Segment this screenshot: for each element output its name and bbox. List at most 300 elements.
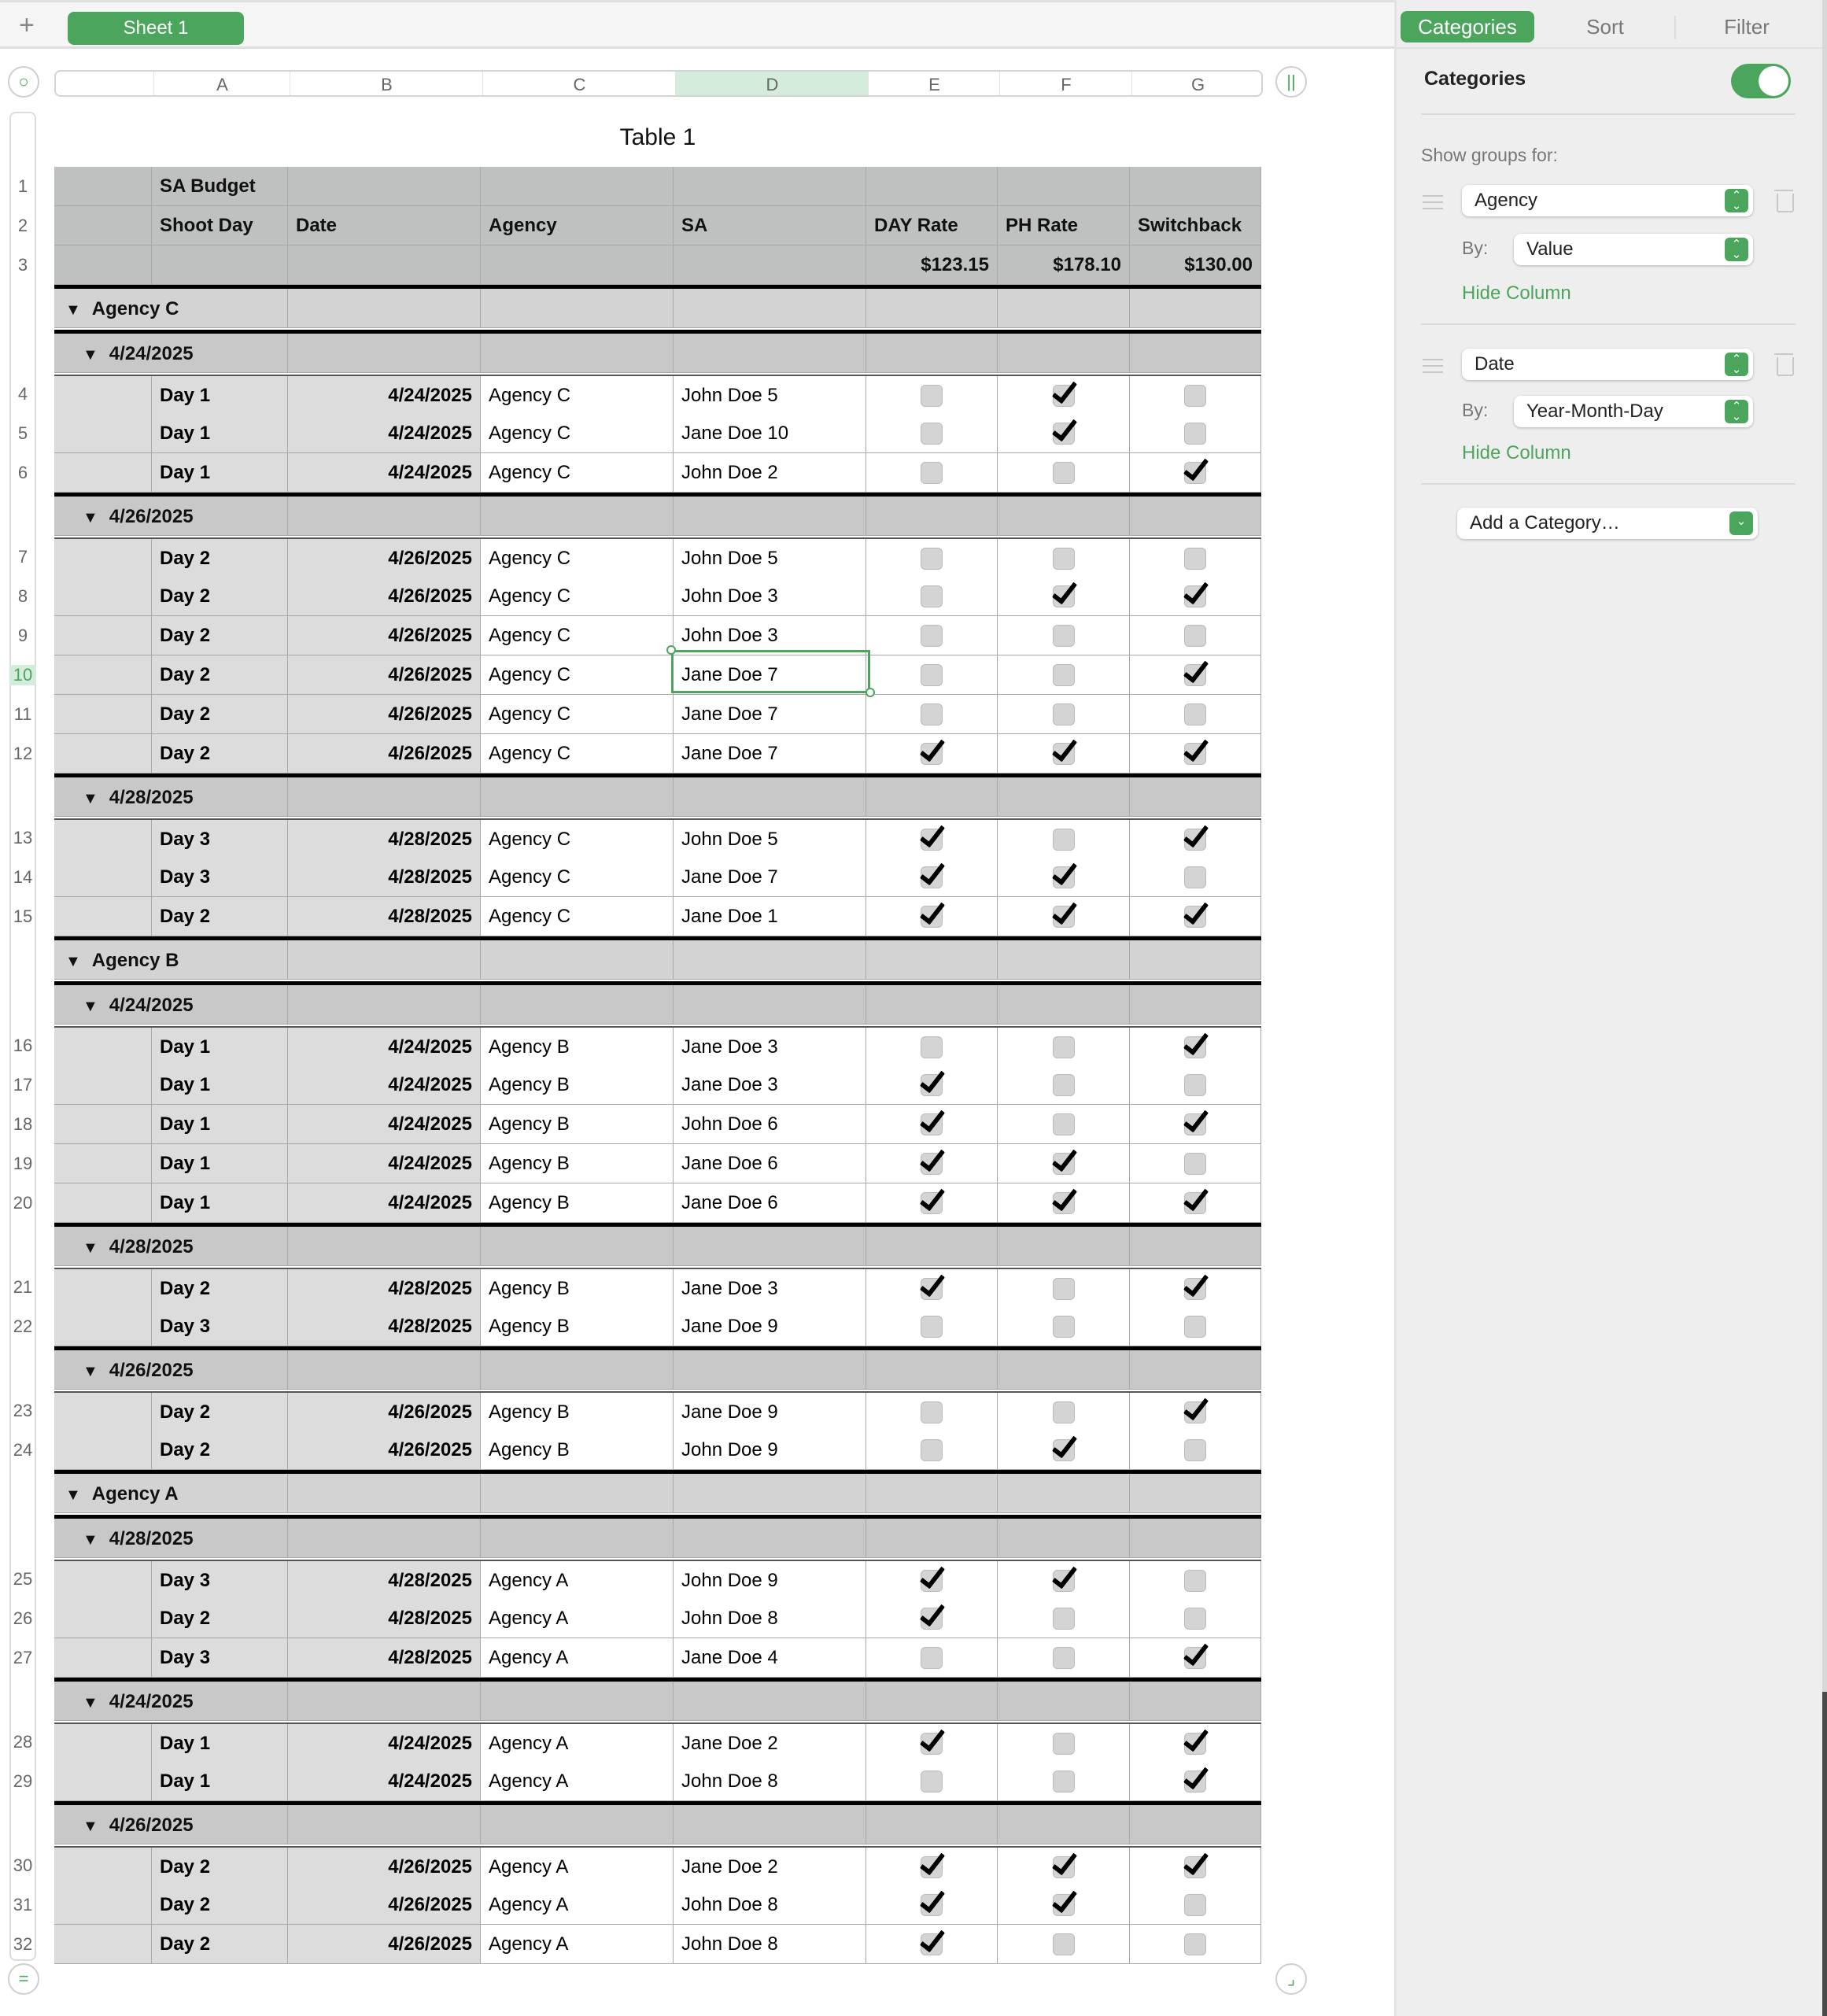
drag-handle-icon[interactable]	[1423, 359, 1443, 373]
row-number[interactable]: 6	[17, 463, 28, 482]
select-table-button[interactable]: ○	[8, 66, 39, 98]
checkbox[interactable]	[1184, 1316, 1206, 1338]
row-number[interactable]: 8	[17, 586, 28, 606]
checkbox[interactable]	[1053, 462, 1075, 484]
row-number[interactable]: 20	[13, 1193, 33, 1213]
checkbox[interactable]	[921, 664, 943, 686]
checkbox[interactable]	[1053, 1933, 1075, 1955]
sa-cell[interactable]: John Doe 9	[674, 1561, 866, 1601]
disclosure-triangle-icon[interactable]: ▼	[83, 790, 98, 807]
row-number[interactable]: 1	[17, 176, 28, 196]
date-cell[interactable]: 4/26/2025	[288, 539, 481, 578]
cell[interactable]	[54, 414, 152, 453]
header-cell[interactable]: Date	[288, 206, 481, 246]
header-cell[interactable]	[481, 246, 674, 285]
sa-cell[interactable]: Jane Doe 7	[674, 858, 866, 897]
sa-cell[interactable]: Jane Doe 9	[674, 1307, 866, 1346]
agency-cell[interactable]: Agency C	[481, 616, 674, 655]
cell[interactable]	[54, 1065, 152, 1105]
header-cell[interactable]	[998, 167, 1130, 206]
cell[interactable]	[54, 539, 152, 578]
cell[interactable]	[54, 1105, 152, 1144]
date-cell[interactable]: 4/26/2025	[288, 577, 481, 616]
agency-cell[interactable]: Agency C	[481, 820, 674, 859]
add-category-popup[interactable]	[1457, 508, 1758, 539]
agency-cell[interactable]: Agency B	[481, 1307, 674, 1346]
checkbox[interactable]	[921, 1036, 943, 1058]
row-number[interactable]: 19	[13, 1154, 33, 1173]
category-label[interactable]	[83, 334, 194, 375]
header-cell[interactable]	[481, 167, 674, 206]
column-header-b[interactable]: B	[290, 72, 483, 95]
shoot-day-cell[interactable]: Day 2	[152, 695, 288, 734]
sa-cell[interactable]: Jane Doe 9	[674, 1393, 866, 1432]
date-cell[interactable]: 4/26/2025	[288, 1848, 481, 1887]
checkbox[interactable]	[921, 585, 943, 607]
checkbox[interactable]	[1053, 906, 1075, 928]
cell[interactable]	[54, 1848, 152, 1887]
date-cell[interactable]: 4/26/2025	[288, 695, 481, 734]
categories-toggle[interactable]	[1731, 64, 1791, 98]
checkbox[interactable]	[1053, 1770, 1075, 1793]
cell[interactable]	[54, 1925, 152, 1964]
header-cell[interactable]	[674, 246, 866, 285]
cell[interactable]	[54, 1885, 152, 1925]
header-cell[interactable]	[288, 167, 481, 206]
shoot-day-cell[interactable]: Day 1	[152, 1065, 288, 1105]
checkbox[interactable]	[1184, 1113, 1206, 1135]
checkbox[interactable]	[1053, 1856, 1075, 1878]
cell[interactable]	[54, 1393, 152, 1432]
checkbox[interactable]	[1053, 1733, 1075, 1755]
category-label[interactable]	[83, 1227, 194, 1268]
row-number[interactable]: 2	[17, 216, 28, 235]
shoot-day-cell[interactable]: Day 1	[152, 453, 288, 493]
row-number[interactable]: 31	[13, 1895, 33, 1914]
checkbox[interactable]	[1184, 585, 1206, 607]
date-cell[interactable]: 4/28/2025	[288, 1561, 481, 1601]
header-cell[interactable]: $178.10	[998, 246, 1130, 285]
checkbox[interactable]	[1184, 1570, 1206, 1592]
sa-cell[interactable]: Jane Doe 6	[674, 1144, 866, 1183]
checkbox[interactable]	[921, 1647, 943, 1669]
checkbox[interactable]	[1184, 1192, 1206, 1214]
date-cell[interactable]: 4/28/2025	[288, 1269, 481, 1309]
row-number[interactable]: 24	[13, 1440, 33, 1460]
checkbox[interactable]	[1184, 1733, 1206, 1755]
cell[interactable]	[54, 820, 152, 859]
shoot-day-cell[interactable]: Day 2	[152, 734, 288, 774]
checkbox[interactable]	[921, 462, 943, 484]
checkbox[interactable]	[921, 1856, 943, 1878]
add-row-handle[interactable]: =	[8, 1963, 39, 1995]
date-cell[interactable]: 4/24/2025	[288, 1183, 481, 1223]
checkbox[interactable]	[1053, 585, 1075, 607]
date-cell[interactable]: 4/26/2025	[288, 1885, 481, 1925]
disclosure-triangle-icon[interactable]: ▼	[65, 953, 81, 970]
header-cell[interactable]: Agency	[481, 206, 674, 246]
checkbox[interactable]	[1053, 423, 1075, 445]
sa-cell[interactable]: Jane Doe 7	[674, 695, 866, 734]
category-label[interactable]	[83, 1519, 194, 1560]
agency-cell[interactable]: Agency B	[481, 1105, 674, 1144]
checkbox[interactable]	[1184, 1074, 1206, 1096]
disclosure-triangle-icon[interactable]: ▼	[83, 346, 98, 364]
row-number[interactable]: 25	[13, 1569, 33, 1589]
resize-table-handle[interactable]: ⌟	[1275, 1963, 1307, 1995]
tab-filter[interactable]: Filter	[1724, 15, 1770, 39]
date-cell[interactable]: 4/24/2025	[288, 453, 481, 493]
checkbox[interactable]	[1184, 1153, 1206, 1175]
row-number[interactable]: 22	[13, 1316, 33, 1336]
date-cell[interactable]: 4/28/2025	[288, 897, 481, 936]
checkbox[interactable]	[1053, 664, 1075, 686]
checkbox[interactable]	[921, 829, 943, 851]
shoot-day-cell[interactable]: Day 1	[152, 414, 288, 453]
header-cell[interactable]: PH Rate	[998, 206, 1130, 246]
checkbox[interactable]	[1184, 743, 1206, 765]
cell[interactable]	[54, 1144, 152, 1183]
agency-cell[interactable]: Agency A	[481, 1848, 674, 1887]
column-header-d[interactable]: D	[675, 72, 869, 95]
shoot-day-cell[interactable]: Day 1	[152, 1028, 288, 1067]
date-cell[interactable]: 4/24/2025	[288, 1144, 481, 1183]
row-number[interactable]: 16	[13, 1036, 33, 1055]
checkbox[interactable]	[921, 548, 943, 570]
checkbox[interactable]	[1053, 1647, 1075, 1669]
column-header-c[interactable]: C	[482, 72, 676, 95]
column-header-f[interactable]: F	[999, 72, 1132, 95]
agency-cell[interactable]: Agency C	[481, 453, 674, 493]
hide-column-link[interactable]: Hide Column	[1462, 282, 1571, 304]
shoot-day-cell[interactable]: Day 3	[152, 858, 288, 897]
agency-cell[interactable]: Agency C	[481, 376, 674, 415]
shoot-day-cell[interactable]: Day 3	[152, 1561, 288, 1601]
disclosure-triangle-icon[interactable]: ▼	[83, 509, 98, 526]
checkbox[interactable]	[1053, 1074, 1075, 1096]
checkbox[interactable]	[921, 1733, 943, 1755]
checkbox[interactable]	[921, 423, 943, 445]
date-cell[interactable]: 4/24/2025	[288, 1065, 481, 1105]
checkbox[interactable]	[921, 1401, 943, 1423]
shoot-day-cell[interactable]: Day 2	[152, 539, 288, 578]
shoot-day-cell[interactable]: Day 2	[152, 577, 288, 616]
checkbox[interactable]	[1053, 1316, 1075, 1338]
row-number[interactable]: 9	[17, 626, 28, 645]
checkbox[interactable]	[1184, 423, 1206, 445]
checkbox[interactable]	[921, 1074, 943, 1096]
agency-cell[interactable]: Agency C	[481, 655, 674, 695]
header-cell[interactable]: DAY Rate	[866, 206, 998, 246]
shoot-day-cell[interactable]: Day 1	[152, 1724, 288, 1763]
checkbox[interactable]	[1053, 743, 1075, 765]
row-number[interactable]: 14	[13, 867, 33, 887]
row-number[interactable]: 29	[13, 1771, 33, 1791]
tab-categories[interactable]: Categories	[1401, 11, 1534, 42]
header-cell[interactable]	[54, 246, 152, 285]
agency-cell[interactable]: Agency C	[481, 734, 674, 774]
sa-cell[interactable]: John Doe 5	[674, 376, 866, 415]
add-sheet-button[interactable]: +	[19, 10, 35, 40]
checkbox[interactable]	[1053, 385, 1075, 407]
row-number[interactable]: 23	[13, 1401, 33, 1420]
shoot-day-cell[interactable]: Day 2	[152, 897, 288, 936]
row-number[interactable]: 4	[17, 384, 28, 404]
date-cell[interactable]: 4/28/2025	[288, 858, 481, 897]
agency-cell[interactable]: Agency B	[481, 1431, 674, 1470]
sa-cell[interactable]: Jane Doe 2	[674, 1724, 866, 1763]
sa-cell[interactable]: Jane Doe 4	[674, 1638, 866, 1678]
sa-cell[interactable]: John Doe 5	[674, 820, 866, 859]
shoot-day-cell[interactable]: Day 1	[152, 1762, 288, 1801]
date-cell[interactable]: 4/24/2025	[288, 1724, 481, 1763]
checkbox[interactable]	[921, 1608, 943, 1630]
row-number[interactable]: 17	[13, 1075, 33, 1095]
checkbox[interactable]	[1184, 1401, 1206, 1423]
shoot-day-cell[interactable]: Day 1	[152, 1183, 288, 1223]
checkbox[interactable]	[1053, 866, 1075, 888]
sa-cell[interactable]: Jane Doe 7	[674, 655, 866, 695]
cell[interactable]	[54, 1599, 152, 1638]
header-cell[interactable]	[1130, 167, 1261, 206]
header-cell[interactable]: Shoot Day	[152, 206, 288, 246]
date-cell[interactable]: 4/26/2025	[288, 1925, 481, 1964]
agency-cell[interactable]: Agency B	[481, 1269, 674, 1309]
row-number[interactable]: 3	[17, 255, 28, 275]
date-cell[interactable]: 4/24/2025	[288, 1762, 481, 1801]
shoot-day-cell[interactable]: Day 2	[152, 1393, 288, 1432]
disclosure-triangle-icon[interactable]: ▼	[83, 1239, 98, 1257]
checkbox[interactable]	[921, 1113, 943, 1135]
checkbox[interactable]	[1184, 906, 1206, 928]
shoot-day-cell[interactable]: Day 3	[152, 1638, 288, 1678]
agency-cell[interactable]: Agency C	[481, 414, 674, 453]
cell[interactable]	[54, 1561, 152, 1601]
cell[interactable]	[54, 1762, 152, 1801]
sa-cell[interactable]: Jane Doe 6	[674, 1183, 866, 1223]
sa-cell[interactable]: Jane Doe 2	[674, 1848, 866, 1887]
cell[interactable]	[54, 1431, 152, 1470]
shoot-day-cell[interactable]: Day 1	[152, 1105, 288, 1144]
agency-cell[interactable]: Agency A	[481, 1762, 674, 1801]
sa-cell[interactable]: John Doe 6	[674, 1105, 866, 1144]
cell[interactable]	[54, 616, 152, 655]
date-cell[interactable]: 4/24/2025	[288, 1028, 481, 1067]
row-number[interactable]: 27	[13, 1648, 33, 1667]
header-cell[interactable]: SA	[674, 206, 866, 246]
disclosure-triangle-icon[interactable]: ▼	[83, 1363, 98, 1380]
shoot-day-cell[interactable]: Day 2	[152, 655, 288, 695]
agency-cell[interactable]: Agency B	[481, 1144, 674, 1183]
checkbox[interactable]	[1053, 1401, 1075, 1423]
date-cell[interactable]: 4/26/2025	[288, 655, 481, 695]
table-title[interactable]: Table 1	[619, 124, 696, 150]
agency-cell[interactable]: Agency B	[481, 1393, 674, 1432]
agency-cell[interactable]: Agency A	[481, 1599, 674, 1638]
sa-cell[interactable]: John Doe 8	[674, 1762, 866, 1801]
checkbox[interactable]	[1053, 1278, 1075, 1300]
shoot-day-cell[interactable]: Day 2	[152, 1925, 288, 1964]
checkbox[interactable]	[921, 906, 943, 928]
sa-cell[interactable]: Jane Doe 3	[674, 1269, 866, 1309]
agency-cell[interactable]: Agency C	[481, 858, 674, 897]
checkbox[interactable]	[1053, 1608, 1075, 1630]
row-number[interactable]: 28	[13, 1732, 33, 1752]
cell[interactable]	[54, 695, 152, 734]
header-cell[interactable]	[674, 167, 866, 206]
disclosure-triangle-icon[interactable]: ▼	[65, 1486, 81, 1504]
disclosure-triangle-icon[interactable]: ▼	[83, 1694, 98, 1711]
agency-cell[interactable]: Agency A	[481, 1925, 674, 1964]
column-header-a[interactable]: A	[153, 72, 290, 95]
header-cell[interactable]	[288, 246, 481, 285]
cell[interactable]	[54, 376, 152, 415]
header-cell[interactable]	[54, 167, 152, 206]
checkbox[interactable]	[921, 743, 943, 765]
agency-cell[interactable]: Agency B	[481, 1183, 674, 1223]
category-column-popup[interactable]	[1462, 185, 1753, 216]
cell[interactable]	[54, 1307, 152, 1346]
row-number[interactable]: 15	[13, 906, 33, 926]
checkbox[interactable]	[1053, 1894, 1075, 1916]
category-label[interactable]	[83, 1350, 194, 1392]
checkbox[interactable]	[1184, 385, 1206, 407]
date-cell[interactable]: 4/26/2025	[288, 1393, 481, 1432]
date-cell[interactable]: 4/26/2025	[288, 616, 481, 655]
header-cell[interactable]: SA Budget	[152, 167, 288, 206]
cell[interactable]	[54, 655, 152, 695]
checkbox[interactable]	[1184, 829, 1206, 851]
sa-cell[interactable]: Jane Doe 7	[674, 734, 866, 774]
disclosure-triangle-icon[interactable]: ▼	[83, 1531, 98, 1549]
sa-cell[interactable]: Jane Doe 10	[674, 414, 866, 453]
shoot-day-cell[interactable]: Day 2	[152, 1269, 288, 1309]
date-cell[interactable]: 4/28/2025	[288, 1307, 481, 1346]
agency-cell[interactable]: Agency C	[481, 539, 674, 578]
row-number[interactable]: 26	[13, 1608, 33, 1628]
checkbox[interactable]	[1053, 703, 1075, 726]
shoot-day-cell[interactable]: Day 2	[152, 1431, 288, 1470]
checkbox[interactable]	[1053, 1113, 1075, 1135]
checkbox[interactable]	[921, 1192, 943, 1214]
checkbox[interactable]	[1184, 703, 1206, 726]
agency-cell[interactable]: Agency A	[481, 1561, 674, 1601]
sa-cell[interactable]: Jane Doe 3	[674, 1065, 866, 1105]
checkbox[interactable]	[1184, 462, 1206, 484]
cell[interactable]	[54, 1269, 152, 1309]
shoot-day-cell[interactable]: Day 2	[152, 616, 288, 655]
category-label[interactable]	[83, 777, 194, 819]
row-number[interactable]: 10	[9, 665, 36, 685]
agency-cell[interactable]: Agency B	[481, 1065, 674, 1105]
agency-cell[interactable]: Agency C	[481, 897, 674, 936]
sa-cell[interactable]: John Doe 8	[674, 1599, 866, 1638]
checkbox[interactable]	[1184, 866, 1206, 888]
cell[interactable]	[54, 897, 152, 936]
row-number[interactable]: 21	[13, 1277, 33, 1297]
sa-cell[interactable]: Jane Doe 1	[674, 897, 866, 936]
date-cell[interactable]: 4/24/2025	[288, 414, 481, 453]
checkbox[interactable]	[1184, 1439, 1206, 1461]
category-label[interactable]	[65, 289, 179, 330]
checkbox[interactable]	[1053, 625, 1075, 647]
shoot-day-cell[interactable]: Day 1	[152, 376, 288, 415]
cell[interactable]	[54, 1638, 152, 1678]
sa-cell[interactable]: John Doe 5	[674, 539, 866, 578]
group-by-popup[interactable]	[1514, 396, 1753, 427]
row-number[interactable]: 32	[13, 1934, 33, 1954]
category-label[interactable]	[83, 985, 194, 1027]
trash-icon[interactable]	[1777, 357, 1794, 376]
agency-cell[interactable]: Agency B	[481, 1028, 674, 1067]
date-cell[interactable]: 4/24/2025	[288, 376, 481, 415]
checkbox[interactable]	[921, 1439, 943, 1461]
selection-handle[interactable]	[866, 688, 875, 697]
group-by-popup[interactable]	[1514, 234, 1753, 265]
cell[interactable]	[54, 1028, 152, 1067]
row-number[interactable]: 30	[13, 1855, 33, 1875]
checkbox[interactable]	[921, 1894, 943, 1916]
cell[interactable]	[54, 453, 152, 493]
cell[interactable]	[54, 577, 152, 616]
header-cell[interactable]: $130.00	[1130, 246, 1261, 285]
checkbox[interactable]	[1184, 1933, 1206, 1955]
checkbox[interactable]	[1184, 1036, 1206, 1058]
checkbox[interactable]	[921, 1316, 943, 1338]
checkbox[interactable]	[1184, 1894, 1206, 1916]
selection-handle[interactable]	[666, 645, 676, 655]
add-column-handle[interactable]: ||	[1275, 66, 1307, 98]
column-header-g[interactable]: G	[1131, 72, 1263, 95]
shoot-day-cell[interactable]: Day 3	[152, 820, 288, 859]
header-cell[interactable]	[152, 246, 288, 285]
checkbox[interactable]	[921, 1278, 943, 1300]
date-cell[interactable]: 4/28/2025	[288, 1638, 481, 1678]
checkbox[interactable]	[921, 1153, 943, 1175]
checkbox[interactable]	[1053, 1036, 1075, 1058]
category-label[interactable]	[83, 1682, 194, 1723]
cell[interactable]	[54, 1183, 152, 1223]
header-cell[interactable]	[54, 206, 152, 246]
category-label[interactable]	[65, 940, 179, 982]
cell[interactable]	[54, 734, 152, 774]
column-header-e[interactable]: E	[868, 72, 1000, 95]
sa-cell[interactable]: John Doe 2	[674, 453, 866, 493]
sa-cell[interactable]: John Doe 8	[674, 1925, 866, 1964]
shoot-day-cell[interactable]: Day 2	[152, 1599, 288, 1638]
checkbox[interactable]	[1184, 548, 1206, 570]
agency-cell[interactable]: Agency A	[481, 1885, 674, 1925]
agency-cell[interactable]: Agency A	[481, 1638, 674, 1678]
header-cell[interactable]: Switchback	[1130, 206, 1261, 246]
sa-cell[interactable]: John Doe 8	[674, 1885, 866, 1925]
shoot-day-cell[interactable]: Day 1	[152, 1144, 288, 1183]
category-label[interactable]	[83, 497, 194, 538]
checkbox[interactable]	[1184, 664, 1206, 686]
checkbox[interactable]	[1053, 1439, 1075, 1461]
checkbox[interactable]	[921, 625, 943, 647]
checkbox[interactable]	[1184, 1647, 1206, 1669]
shoot-day-cell[interactable]: Day 2	[152, 1848, 288, 1887]
checkbox[interactable]	[921, 703, 943, 726]
sa-cell[interactable]: John Doe 3	[674, 616, 866, 655]
checkbox[interactable]	[921, 1770, 943, 1793]
checkbox[interactable]	[921, 1570, 943, 1592]
checkbox[interactable]	[1053, 1192, 1075, 1214]
sheet-tab-sheet-1[interactable]: Sheet 1	[68, 12, 244, 45]
row-number[interactable]: 5	[17, 423, 28, 443]
checkbox[interactable]	[1184, 1278, 1206, 1300]
